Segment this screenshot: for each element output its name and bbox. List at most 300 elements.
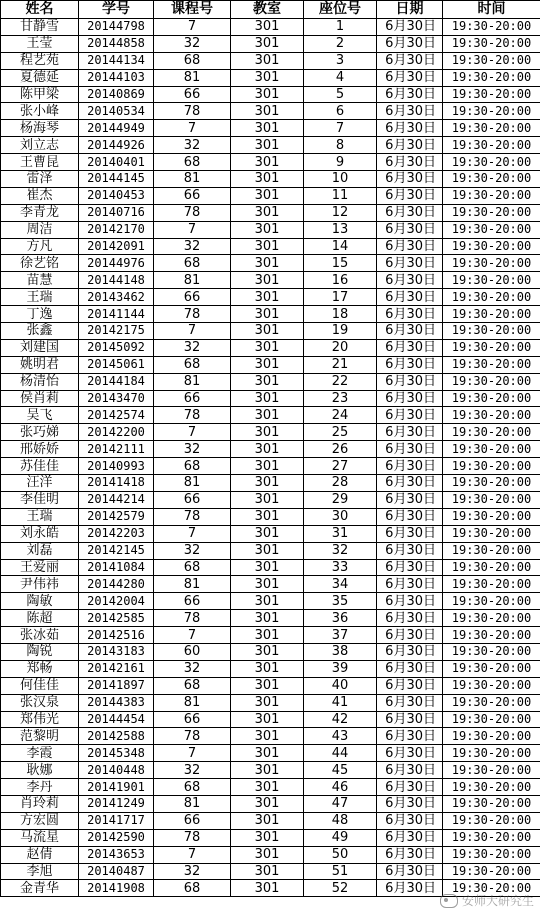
table-row [1, 458, 540, 475]
date-cell: 6月30日 [377, 137, 443, 154]
time-cell: 19:30-20:00 [443, 846, 540, 863]
student-id-cell: 20143183 [79, 643, 154, 660]
date-cell: 6月30日 [377, 846, 443, 863]
date-cell: 6月30日 [377, 559, 443, 576]
time-cell: 19:30-20:00 [443, 542, 540, 559]
date-cell: 6月30日 [377, 373, 443, 390]
date-cell: 6月30日 [377, 52, 443, 69]
name-cell: 李青龙 [1, 204, 79, 221]
date-cell: 6月30日 [377, 441, 443, 458]
course-no-cell: 78 [154, 829, 231, 846]
course-no-cell: 7 [154, 120, 231, 137]
classroom-cell: 301 [231, 863, 304, 880]
name-cell: 王莹 [1, 35, 79, 52]
table-row [1, 441, 540, 458]
time-cell: 19:30-20:00 [443, 491, 540, 508]
date-cell: 6月30日 [377, 677, 443, 694]
table-row [1, 323, 540, 340]
seat-no-cell: 49 [304, 829, 377, 846]
classroom-cell: 301 [231, 660, 304, 677]
header-seat-no: 座位号 [304, 1, 377, 19]
table-row [1, 69, 540, 86]
student-id-cell: 20142200 [79, 424, 154, 441]
student-id-cell: 20140401 [79, 154, 154, 171]
student-id-cell: 20141897 [79, 677, 154, 694]
time-cell: 19:30-20:00 [443, 407, 540, 424]
student-id-cell: 20142091 [79, 238, 154, 255]
student-id-cell: 20143470 [79, 390, 154, 407]
seat-no-cell: 45 [304, 762, 377, 779]
classroom-cell: 301 [231, 289, 304, 306]
name-cell: 李丹 [1, 779, 79, 796]
seat-no-cell: 35 [304, 593, 377, 610]
header-name: 姓名 [1, 1, 79, 19]
time-cell: 19:30-20:00 [443, 762, 540, 779]
time-cell: 19:30-20:00 [443, 221, 540, 238]
time-cell: 19:30-20:00 [443, 424, 540, 441]
date-cell: 6月30日 [377, 289, 443, 306]
classroom-cell: 301 [231, 593, 304, 610]
table-row [1, 390, 540, 407]
date-cell: 6月30日 [377, 711, 443, 728]
time-cell: 19:30-20:00 [443, 356, 540, 373]
header-student-id: 学号 [79, 1, 154, 19]
student-id-cell: 20140448 [79, 762, 154, 779]
seat-no-cell: 19 [304, 323, 377, 340]
student-id-cell: 20144184 [79, 373, 154, 390]
student-id-cell: 20144280 [79, 576, 154, 593]
seat-no-cell: 47 [304, 795, 377, 812]
student-id-cell: 20142574 [79, 407, 154, 424]
time-cell: 19:30-20:00 [443, 19, 540, 36]
table-row [1, 356, 540, 373]
date-cell: 6月30日 [377, 323, 443, 340]
course-no-cell: 7 [154, 19, 231, 36]
classroom-cell: 301 [231, 728, 304, 745]
wechat-logo-icon [440, 894, 458, 908]
classroom-cell: 301 [231, 711, 304, 728]
student-id-cell: 20142170 [79, 221, 154, 238]
name-cell: 方宏圆 [1, 812, 79, 829]
seat-no-cell: 12 [304, 204, 377, 221]
student-id-cell: 20141084 [79, 559, 154, 576]
student-id-cell: 20144383 [79, 694, 154, 711]
student-id-cell: 20145092 [79, 339, 154, 356]
time-cell: 19:30-20:00 [443, 643, 540, 660]
date-cell: 6月30日 [377, 829, 443, 846]
classroom-cell: 301 [231, 812, 304, 829]
name-cell: 陈超 [1, 610, 79, 627]
time-cell: 19:30-20:00 [443, 660, 540, 677]
time-cell: 19:30-20:00 [443, 525, 540, 542]
student-id-cell: 20140716 [79, 204, 154, 221]
seat-no-cell: 22 [304, 373, 377, 390]
name-cell: 徐艺铭 [1, 255, 79, 272]
seat-no-cell: 6 [304, 103, 377, 120]
table-row [1, 35, 540, 52]
seat-no-cell: 36 [304, 610, 377, 627]
table-row [1, 863, 540, 880]
name-cell: 王曹昆 [1, 154, 79, 171]
name-cell: 苗慧 [1, 272, 79, 289]
classroom-cell: 301 [231, 373, 304, 390]
course-no-cell: 78 [154, 610, 231, 627]
seat-no-cell: 20 [304, 339, 377, 356]
date-cell: 6月30日 [377, 812, 443, 829]
course-no-cell: 66 [154, 390, 231, 407]
seat-no-cell: 37 [304, 627, 377, 644]
course-no-cell: 32 [154, 863, 231, 880]
classroom-cell: 301 [231, 407, 304, 424]
classroom-cell: 301 [231, 491, 304, 508]
time-cell: 19:30-20:00 [443, 593, 540, 610]
course-no-cell: 32 [154, 660, 231, 677]
time-cell: 19:30-20:00 [443, 390, 540, 407]
seat-no-cell: 34 [304, 576, 377, 593]
classroom-cell: 301 [231, 677, 304, 694]
course-no-cell: 68 [154, 52, 231, 69]
seat-no-cell: 2 [304, 35, 377, 52]
date-cell: 6月30日 [377, 424, 443, 441]
table-row [1, 559, 540, 576]
name-cell: 方凡 [1, 238, 79, 255]
classroom-cell: 301 [231, 795, 304, 812]
table-row [1, 846, 540, 863]
seat-no-cell: 1 [304, 19, 377, 36]
course-no-cell: 68 [154, 779, 231, 796]
classroom-cell: 301 [231, 238, 304, 255]
time-cell: 19:30-20:00 [443, 171, 540, 188]
student-id-cell: 20141908 [79, 880, 154, 897]
time-cell: 19:30-20:00 [443, 863, 540, 880]
time-cell: 19:30-20:00 [443, 441, 540, 458]
table-row [1, 306, 540, 323]
time-cell: 19:30-20:00 [443, 52, 540, 69]
student-id-cell: 20145061 [79, 356, 154, 373]
classroom-cell: 301 [231, 120, 304, 137]
name-cell: 陶敏 [1, 593, 79, 610]
course-no-cell: 68 [154, 677, 231, 694]
seat-no-cell: 9 [304, 154, 377, 171]
date-cell: 6月30日 [377, 154, 443, 171]
date-cell: 6月30日 [377, 69, 443, 86]
date-cell: 6月30日 [377, 593, 443, 610]
classroom-cell: 301 [231, 390, 304, 407]
course-no-cell: 81 [154, 373, 231, 390]
seat-no-cell: 41 [304, 694, 377, 711]
course-no-cell: 68 [154, 880, 231, 897]
date-cell: 6月30日 [377, 35, 443, 52]
course-no-cell: 78 [154, 306, 231, 323]
table-row [1, 542, 540, 559]
student-id-cell: 20140453 [79, 187, 154, 204]
time-cell: 19:30-20:00 [443, 154, 540, 171]
time-cell: 19:30-20:00 [443, 829, 540, 846]
classroom-cell: 301 [231, 69, 304, 86]
seat-no-cell: 33 [304, 559, 377, 576]
classroom-cell: 301 [231, 441, 304, 458]
course-no-cell: 32 [154, 35, 231, 52]
classroom-cell: 301 [231, 86, 304, 103]
name-cell: 崔杰 [1, 187, 79, 204]
date-cell: 6月30日 [377, 103, 443, 120]
classroom-cell: 301 [231, 154, 304, 171]
name-cell: 刘立志 [1, 137, 79, 154]
time-cell: 19:30-20:00 [443, 779, 540, 796]
header-course-no: 课程号 [154, 1, 231, 19]
seat-no-cell: 32 [304, 542, 377, 559]
classroom-cell: 301 [231, 35, 304, 52]
date-cell: 6月30日 [377, 339, 443, 356]
date-cell: 6月30日 [377, 390, 443, 407]
seat-no-cell: 39 [304, 660, 377, 677]
course-no-cell: 81 [154, 171, 231, 188]
student-id-cell: 20144134 [79, 52, 154, 69]
student-id-cell: 20142516 [79, 627, 154, 644]
course-no-cell: 81 [154, 475, 231, 492]
name-cell: 杨清怡 [1, 373, 79, 390]
student-id-cell: 20144949 [79, 120, 154, 137]
time-cell: 19:30-20:00 [443, 880, 540, 897]
time-cell: 19:30-20:00 [443, 812, 540, 829]
table-row [1, 829, 540, 846]
course-no-cell: 7 [154, 627, 231, 644]
name-cell: 张小峰 [1, 103, 79, 120]
classroom-cell: 301 [231, 762, 304, 779]
time-cell: 19:30-20:00 [443, 745, 540, 762]
seat-no-cell: 16 [304, 272, 377, 289]
header-row [1, 1, 540, 19]
time-cell: 19:30-20:00 [443, 475, 540, 492]
date-cell: 6月30日 [377, 880, 443, 897]
seat-no-cell: 7 [304, 120, 377, 137]
table-row [1, 475, 540, 492]
date-cell: 6月30日 [377, 204, 443, 221]
name-cell: 刘永皓 [1, 525, 79, 542]
seat-no-cell: 4 [304, 69, 377, 86]
table-row [1, 508, 540, 525]
date-cell: 6月30日 [377, 762, 443, 779]
classroom-cell: 301 [231, 576, 304, 593]
course-no-cell: 66 [154, 289, 231, 306]
name-cell: 张巧娣 [1, 424, 79, 441]
time-cell: 19:30-20:00 [443, 187, 540, 204]
header-date: 日期 [377, 1, 443, 19]
table-row [1, 762, 540, 779]
name-cell: 雷泽 [1, 171, 79, 188]
classroom-cell: 301 [231, 627, 304, 644]
seat-no-cell: 10 [304, 171, 377, 188]
classroom-cell: 301 [231, 846, 304, 863]
course-no-cell: 68 [154, 154, 231, 171]
table-row [1, 795, 540, 812]
watermark [440, 892, 534, 909]
table-row [1, 694, 540, 711]
student-id-cell: 20142161 [79, 660, 154, 677]
classroom-cell: 301 [231, 255, 304, 272]
seat-no-cell: 52 [304, 880, 377, 897]
course-no-cell: 66 [154, 187, 231, 204]
course-no-cell: 81 [154, 576, 231, 593]
name-cell: 刘建国 [1, 339, 79, 356]
date-cell: 6月30日 [377, 745, 443, 762]
seat-no-cell: 3 [304, 52, 377, 69]
table-row [1, 745, 540, 762]
seat-no-cell: 43 [304, 728, 377, 745]
date-cell: 6月30日 [377, 272, 443, 289]
seat-no-cell: 29 [304, 491, 377, 508]
table-row [1, 339, 540, 356]
seat-no-cell: 5 [304, 86, 377, 103]
course-no-cell: 78 [154, 728, 231, 745]
classroom-cell: 301 [231, 204, 304, 221]
classroom-cell: 301 [231, 221, 304, 238]
table-row [1, 120, 540, 137]
date-cell: 6月30日 [377, 525, 443, 542]
student-id-cell: 20143462 [79, 289, 154, 306]
name-cell: 范黎明 [1, 728, 79, 745]
student-id-cell: 20145348 [79, 745, 154, 762]
seat-no-cell: 48 [304, 812, 377, 829]
course-no-cell: 32 [154, 238, 231, 255]
table-row [1, 660, 540, 677]
date-cell: 6月30日 [377, 407, 443, 424]
course-no-cell: 7 [154, 323, 231, 340]
classroom-cell: 301 [231, 880, 304, 897]
course-no-cell: 81 [154, 694, 231, 711]
course-no-cell: 32 [154, 762, 231, 779]
name-cell: 何佳佳 [1, 677, 79, 694]
classroom-cell: 301 [231, 424, 304, 441]
student-id-cell: 20144976 [79, 255, 154, 272]
time-cell: 19:30-20:00 [443, 711, 540, 728]
header-classroom: 教室 [231, 1, 304, 19]
student-id-cell: 20142590 [79, 829, 154, 846]
course-no-cell: 78 [154, 103, 231, 120]
date-cell: 6月30日 [377, 694, 443, 711]
seat-no-cell: 26 [304, 441, 377, 458]
table-row [1, 407, 540, 424]
date-cell: 6月30日 [377, 255, 443, 272]
seat-no-cell: 25 [304, 424, 377, 441]
time-cell: 19:30-20:00 [443, 610, 540, 627]
time-cell: 19:30-20:00 [443, 323, 540, 340]
course-no-cell: 32 [154, 137, 231, 154]
classroom-cell: 301 [231, 19, 304, 36]
time-cell: 19:30-20:00 [443, 339, 540, 356]
name-cell: 马流星 [1, 829, 79, 846]
name-cell: 程艺苑 [1, 52, 79, 69]
time-cell: 19:30-20:00 [443, 238, 540, 255]
table-row [1, 187, 540, 204]
table-row [1, 728, 540, 745]
student-id-cell: 20144148 [79, 272, 154, 289]
name-cell: 赵倩 [1, 846, 79, 863]
classroom-cell: 301 [231, 52, 304, 69]
name-cell: 郑伟光 [1, 711, 79, 728]
name-cell: 陈甲梁 [1, 86, 79, 103]
classroom-cell: 301 [231, 745, 304, 762]
seat-no-cell: 11 [304, 187, 377, 204]
table-row [1, 221, 540, 238]
student-id-cell: 20141144 [79, 306, 154, 323]
student-id-cell: 20142145 [79, 542, 154, 559]
seat-no-cell: 50 [304, 846, 377, 863]
classroom-cell: 301 [231, 171, 304, 188]
course-no-cell: 7 [154, 525, 231, 542]
seat-no-cell: 15 [304, 255, 377, 272]
course-no-cell: 7 [154, 424, 231, 441]
table-row [1, 238, 540, 255]
seat-no-cell: 40 [304, 677, 377, 694]
table-row [1, 204, 540, 221]
table-row [1, 779, 540, 796]
name-cell: 刘磊 [1, 542, 79, 559]
name-cell: 金青华 [1, 880, 79, 897]
student-id-cell: 20141901 [79, 779, 154, 796]
time-cell: 19:30-20:00 [443, 35, 540, 52]
name-cell: 李旭 [1, 863, 79, 880]
date-cell: 6月30日 [377, 171, 443, 188]
student-id-cell: 20142175 [79, 323, 154, 340]
date-cell: 6月30日 [377, 643, 443, 660]
date-cell: 6月30日 [377, 187, 443, 204]
student-id-cell: 20143653 [79, 846, 154, 863]
time-cell: 19:30-20:00 [443, 204, 540, 221]
table-row [1, 171, 540, 188]
name-cell: 甘静雪 [1, 19, 79, 36]
seat-no-cell: 21 [304, 356, 377, 373]
table-row [1, 576, 540, 593]
name-cell: 汪洋 [1, 475, 79, 492]
date-cell: 6月30日 [377, 238, 443, 255]
seat-no-cell: 42 [304, 711, 377, 728]
name-cell: 王瑞 [1, 508, 79, 525]
table-row [1, 137, 540, 154]
student-id-cell: 20140869 [79, 86, 154, 103]
table-row [1, 154, 540, 171]
seat-no-cell: 44 [304, 745, 377, 762]
table-row [1, 593, 540, 610]
time-cell: 19:30-20:00 [443, 677, 540, 694]
table-row [1, 52, 540, 69]
name-cell: 郑畅 [1, 660, 79, 677]
course-no-cell: 78 [154, 204, 231, 221]
course-no-cell: 68 [154, 255, 231, 272]
name-cell: 姚明君 [1, 356, 79, 373]
student-id-cell: 20141249 [79, 795, 154, 812]
name-cell: 王爱丽 [1, 559, 79, 576]
classroom-cell: 301 [231, 475, 304, 492]
date-cell: 6月30日 [377, 610, 443, 627]
student-id-cell: 20144145 [79, 171, 154, 188]
time-cell: 19:30-20:00 [443, 576, 540, 593]
name-cell: 周洁 [1, 221, 79, 238]
classroom-cell: 301 [231, 272, 304, 289]
course-no-cell: 81 [154, 272, 231, 289]
name-cell: 王瑞 [1, 289, 79, 306]
name-cell: 李霞 [1, 745, 79, 762]
name-cell: 苏佳佳 [1, 458, 79, 475]
student-id-cell: 20141717 [79, 812, 154, 829]
table-row [1, 525, 540, 542]
table-row [1, 103, 540, 120]
student-id-cell: 20144103 [79, 69, 154, 86]
name-cell: 李佳明 [1, 491, 79, 508]
time-cell: 19:30-20:00 [443, 458, 540, 475]
name-cell: 张鑫 [1, 323, 79, 340]
course-no-cell: 66 [154, 711, 231, 728]
